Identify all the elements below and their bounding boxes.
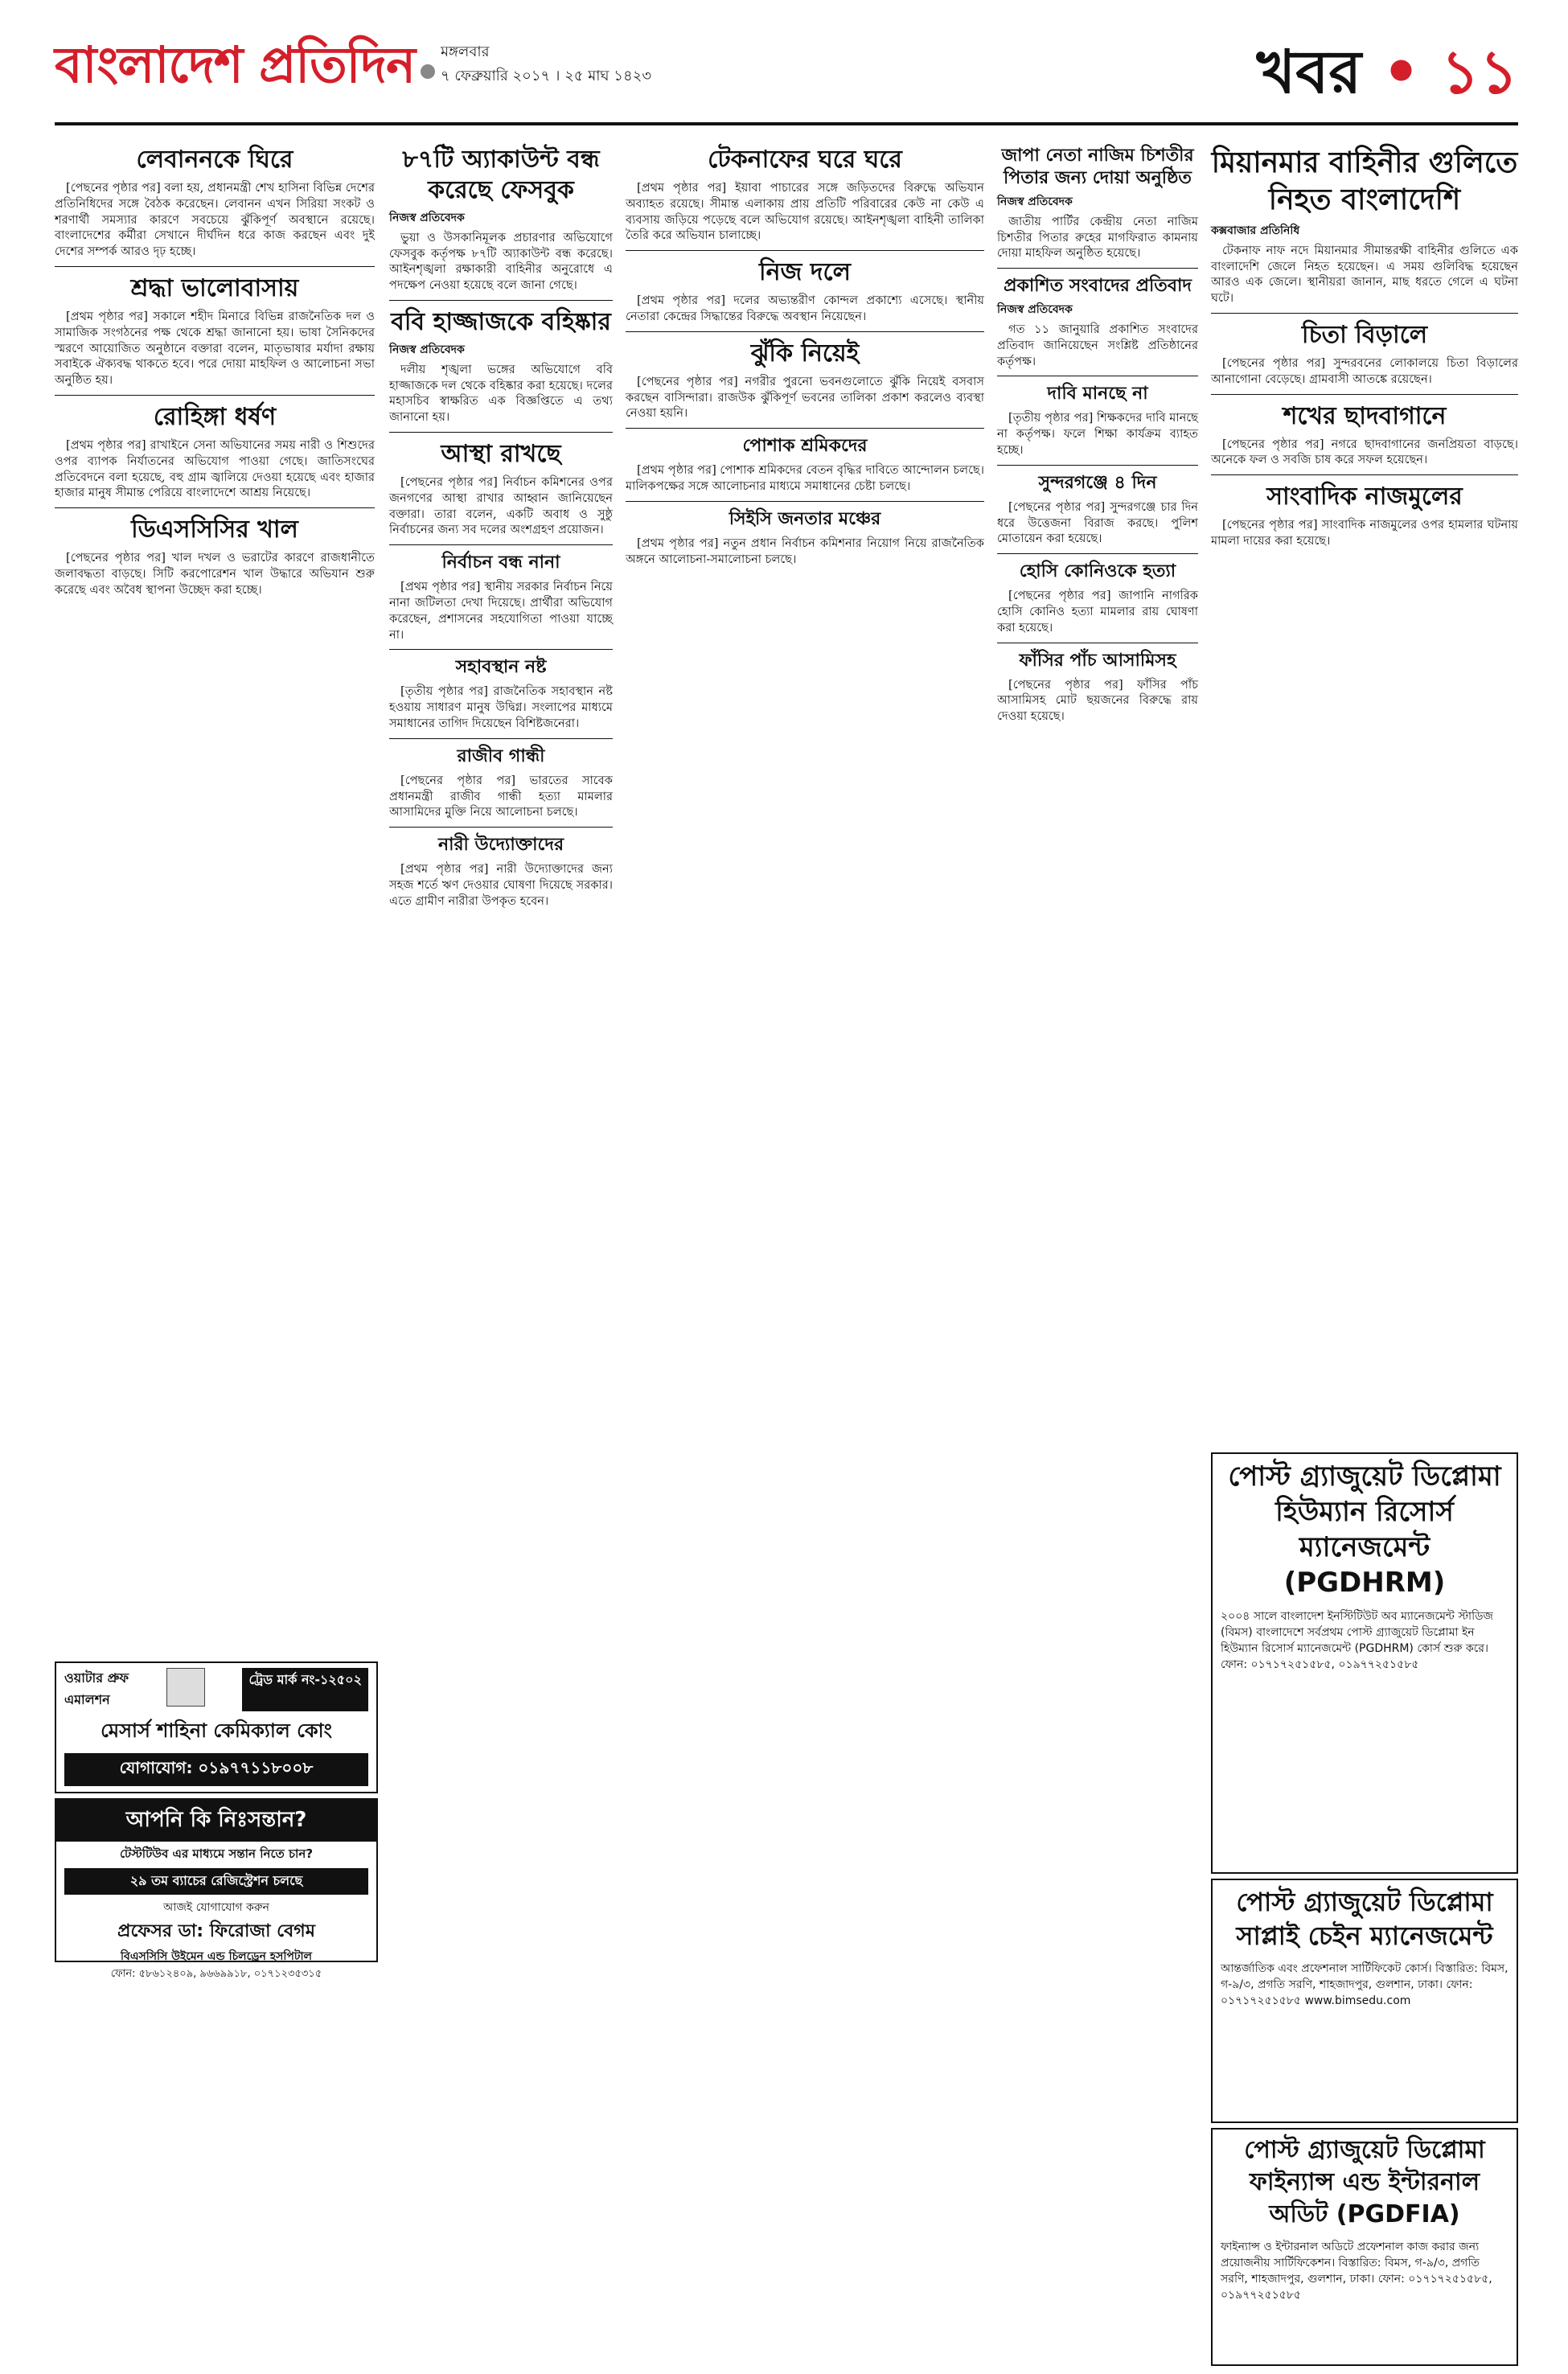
article-body: জাতীয় পার্টির কেন্দ্রীয় নেতা নাজিম চিশতীর পিতার রুহের মাগফিরাত কামনায় দোয়া মাহফিল অনুষ্ঠিত হয়েছে।	[997, 214, 1198, 261]
page-number: ১১	[1440, 38, 1518, 107]
article-body: [প্রথম পৃষ্ঠার পর] দলের অভ্যন্তরীণ কোন্দল প্রকাশ্যে এসেছে। স্থানীয় নেতারা কেন্দ্রের সিদ্ধান্তের বিরুদ্ধে অবস্থান নিয়েছেন।	[626, 294, 984, 323]
article-body: [প্রথম পৃষ্ঠার পর] স্থানীয় সরকার নির্বাচন নিয়ে নানা জটিলতা দেখা দিয়েছে। প্রার্থীরা অভিযোগ করেছেন, প্রশাসনের সহযোগিতা পাওয়া যাচ্ছে না।	[389, 580, 613, 642]
headline: জাপা নেতা নাজিম চিশতীর পিতার জন্য দোয়া অনুষ্ঠিত	[1001, 146, 1194, 188]
issue-date: ৭ ফেব্রুয়ারি ২০১৭ । ২৫ মাঘ ১৪২৩	[441, 68, 652, 84]
divider	[55, 266, 375, 267]
ad-body: ২০০৪ সালে বাংলাদেশ ইনস্টিটিউট অব ম্যানেজমেন্ট স্টাডিজ (বিমস) বাংলাদেশে সর্বপ্রথম পোস্ট গ্র্যাজুয়েট ডিপ্লোমা ইন হিউম্যান রিসোর্স ম্যানেজমেন্ট (PGDHRM) কোর্স শুরু করে। ফোন: ০১৭১৭২৫১৫৮৫, ০১৯৭৭২৫১৫৮৫	[1221, 1610, 1493, 1671]
divider	[997, 553, 1198, 554]
byline: কক্সবাজার প্রতিনিধি	[1211, 224, 1300, 237]
headline: নারী উদ্যোক্তাদের	[437, 835, 564, 856]
divider	[1211, 394, 1518, 395]
article-body: [পেছনের পৃষ্ঠার পর] ভারতের সাবেক প্রধানমন্ত্রী রাজীব গান্ধী হত্যা মামলার আসামিদের মুক্তি নিয়ে আলোচনা চলছে।	[389, 773, 613, 819]
divider	[626, 250, 984, 251]
article-body: দলীয় শৃঙ্খলা ভঙ্গের অভিযোগে ববি হাজ্জাজকে দল থেকে বহিষ্কার করা হয়েছে। দলের মহাসচিব স্বাক্ষরিত এক বিজ্ঞপ্তিতে এ তথ্য জানানো হয়।	[389, 362, 613, 425]
headline: নির্বাচন বন্ধ নানা	[441, 552, 560, 573]
ad-title: পোস্ট গ্র্যাজুয়েট ডিপ্লোমা ফাইন্যান্স এন্ড ইন্টারনাল অডিট (PGDFIA)	[1244, 2136, 1485, 2228]
divider	[55, 507, 375, 508]
ad-pgdfia	[1211, 2128, 1518, 2366]
headline: সহাবস্থান নষ্ট	[455, 657, 547, 678]
ad-banner: ২৯ তম ব্যাচের রেজিস্ট্রেশন চলছে	[64, 1868, 368, 1895]
divider	[626, 331, 984, 332]
article-body: ভুয়া ও উসকানিমূলক প্রচারণার অভিযোগে ফেসবুক কর্তৃপক্ষ ৮৭টি অ্যাকাউন্ট বন্ধ করেছে। আইনশৃঙ্খলা রক্ষাকারী বাহিনীর অনুরোধে এ পদক্ষেপ নেওয়া হয়েছে বলে জানা গেছে।	[389, 230, 613, 293]
headline: চিতা বিড়ালে	[1301, 320, 1428, 349]
article-body: [প্রথম পৃষ্ঠার পর] ইয়াবা পাচারের সঙ্গে জড়িতদের বিরুদ্ধে অভিযান অব্যাহত রয়েছে। সীমান্ত এলাকায় প্রায় প্রতিটি পরিবারের কেউ না কেউ এ ব্যবসায় জড়িয়ে পড়েছে বলে অভিযোগ রয়েছে। আইনশৃঙ্খলা বাহিনী তালিকা তৈরি করে অভিযান চালাচ্ছে।	[626, 181, 984, 243]
article-body: [প্রথম পৃষ্ঠার পর] সকালে শহীদ মিনারে বিভিন্ন রাজনৈতিক দল ও সামাজিক সংগঠনের পক্ষ থেকে শ্রদ্ধা জানানো হয়। ভাষা সৈনিকদের স্মরণে আয়োজিত অনুষ্ঠানে বক্তারা বলেন, মাতৃভাষার মর্যাদা রক্ষায় সবাইকে ঐক্যবদ্ধ থাকতে হবে। পরে দোয়া মাহফিল ও আলোচনা সভা অনুষ্ঠিত হয়।	[55, 309, 375, 388]
weekday: মঙ্গলবার	[441, 43, 490, 60]
divider	[55, 395, 375, 396]
masthead	[55, 23, 1518, 119]
divider	[997, 268, 1198, 269]
newspaper-logo: বাংলাদেশ প্রতিদিন	[55, 35, 415, 94]
byline: নিজস্ব প্রতিবেদক	[389, 343, 465, 356]
divider	[626, 428, 984, 429]
article-body: [প্রথম পৃষ্ঠার পর] নতুন প্রধান নির্বাচন কমিশনার নিয়োগ নিয়ে রাজনৈতিক অঙ্গনে আলোচনা-সমালোচনা চলছে।	[626, 536, 984, 566]
ad-contact: যোগাযোগ: ০১৯৭৭১১৮০০৮	[64, 1753, 368, 1786]
article-body: [প্রথম পৃষ্ঠার পর] নারী উদ্যোক্তাদের জন্য সহজ শর্তে ঋণ দেওয়ার ঘোষণা দিয়েছে সরকার। এতে গ্রামীণ নারীরা উপকৃত হবেন।	[389, 862, 613, 908]
article-body: [তৃতীয় পৃষ্ঠার পর] রাজনৈতিক সহাবস্থান নষ্ট হওয়ায় সাধারণ মানুষ উদ্বিগ্ন। সংলাপের মাধ্যমে সমাধানের তাগিদ দিয়েছেন বিশিষ্টজনেরা।	[389, 684, 613, 730]
ad-title: পোস্ট গ্র্যাজুয়েট ডিপ্লোমা সাপ্লাই চেইন ম্যানেজমেন্ট	[1236, 1887, 1493, 1951]
article-body: [প্রথম পৃষ্ঠার পর] পোশাক শ্রমিকদের বেতন বৃদ্ধির দাবিতে আন্দোলন চলছে। মালিকপক্ষের সঙ্গে আলোচনার মাধ্যমে সমাধানের চেষ্টা চলছে।	[626, 463, 984, 493]
divider	[1211, 474, 1518, 475]
issue-info	[441, 40, 651, 88]
ad-title: পোস্ট গ্র্যাজুয়েট ডিপ্লোমা হিউম্যান রিসোর্স ম্যানেজমেন্ট (PGDHRM)	[1228, 1460, 1501, 1599]
headline: প্রকাশিত সংবাদের প্রতিবাদ	[1004, 276, 1192, 297]
headline: রাজীব গান্ধী	[457, 745, 545, 766]
trademark-badge: ট্রেড মার্ক নং-১২৫০২	[242, 1668, 368, 1711]
headline: রোহিঙ্গা ধর্ষণ	[153, 402, 277, 431]
article-body: [পেছনের পৃষ্ঠার পর] ফাঁসির পাঁচ আসামিসহ মোট ছয়জনের বিরুদ্ধে রায় দেওয়া হয়েছে।	[997, 677, 1198, 724]
ad-subtitle: টেস্টটিউব এর মাধ্যমে সন্তান নিতে চান?	[119, 1846, 314, 1861]
column-3	[626, 138, 984, 2358]
section-title	[1257, 27, 1518, 126]
bullet-icon: •	[1381, 38, 1421, 107]
headline: টেকনাফের ঘরে ঘরে	[708, 146, 902, 174]
divider	[389, 300, 613, 301]
byline: নিজস্ব প্রতিবেদক	[389, 212, 465, 224]
article-body: [পেছনের পৃষ্ঠার পর] বলা হয়, প্রধানমন্ত্রী শেখ হাসিনা বিভিন্ন দেশের প্রতিনিধিদের সঙ্গে বৈঠক করেছেন। লেবানন এখন সিরিয়া সংকট ও শরণার্থী সমস্যার কারণে সবচেয়ে ঝুঁকিপূর্ণ অবস্থানে রয়েছে। বাংলাদেশের কর্মীরা সেখানে দীর্ঘদিন ধরে কাজ করছেন এবং দুই দেশের সম্পর্ক আরও দৃঢ় হচ্ছে।	[55, 181, 375, 259]
article-body: [প্রথম পৃষ্ঠার পর] রাখাইনে সেনা অভিযানের সময় নারী ও শিশুদের ওপর ব্যাপক নির্যাতনের অভিযোগ পাওয়া গেছে। জাতিসংঘের প্রতিবেদনে বলা হয়েছে, বহু গ্রাম জ্বালিয়ে দেওয়া হয়েছে এবং হাজার হাজার মানুষ সীমান্ত পেরিয়ে বাংলাদেশে আশ্রয় নিয়েছে।	[55, 437, 375, 500]
byline: নিজস্ব প্রতিবেদক	[997, 303, 1073, 317]
column-1	[55, 138, 375, 1650]
ad-company: মেসার্স শাহিনা কেমিক্যাল কোং	[101, 1719, 332, 1742]
article-body: [পেছনের পৃষ্ঠার পর] নগরীর পুরনো ভবনগুলোতে ঝুঁকি নিয়েই বসবাস করছেন বাসিন্দারা। রাজউক ঝুঁকিপূর্ণ ভবনের তালিকা প্রকাশ করলেও ব্যবস্থা নেওয়া হয়নি।	[626, 374, 984, 421]
ad-phone: ফোন: ৫৮৬১২৪০৯, ৯৬৬৯৯১৮, ০১৭১২৩৫৩১৫	[110, 1968, 322, 1980]
divider	[389, 544, 613, 545]
ad-body: আন্তর্জাতিক এবং প্রফেশনাল সার্টিফিকেট কোর্স। বিস্তারিত: বিমস, গ-৯/৩, প্রগতি সরণি, শাহজাদপুর, গুলশান, ঢাকা। ফোন: ০১৭১৭২৫১৫৮৫ www.bimsedu.com	[1221, 1962, 1508, 2007]
article-body: [পেছনের পৃষ্ঠার পর] সুন্দরগঞ্জে চার দিন ধরে উত্তেজনা বিরাজ করছে। পুলিশ মোতায়েন করা হয়েছে।	[997, 499, 1198, 546]
logo-icon	[166, 1668, 205, 1707]
headline: দাবি মানছে না	[1047, 384, 1148, 405]
article-body: [পেছনের পৃষ্ঠার পর] জাপানি নাগরিক হোসি কোনিও হত্যা মামলার রায় ঘোষণা করা হয়েছে।	[997, 589, 1198, 635]
headline: লেবাননকে ঘিরে	[136, 146, 293, 174]
section-name: খবর	[1256, 38, 1362, 107]
article-body: গত ১১ জানুয়ারি প্রকাশিত সংবাদের প্রতিবাদ জানিয়েছেন সংশ্লিষ্ট প্রতিষ্ঠানের কর্তৃপক্ষ।	[997, 322, 1198, 368]
byline: নিজস্ব প্রতিবেদক	[997, 195, 1073, 208]
divider	[389, 649, 613, 650]
headline: পোশাক শ্রমিকদের	[742, 436, 868, 457]
ad-pgdhrm	[1211, 1452, 1518, 1874]
column-2	[389, 138, 613, 2358]
headline: সিইসি জনতার মঞ্চের	[729, 508, 881, 529]
ad-doctor: প্রফেসর ডা: ফিরোজা বেগম	[117, 1921, 315, 1941]
ad-fertility	[55, 1798, 378, 1980]
article-body: [পেছনের পৃষ্ঠার পর] সুন্দরবনের লোকালয়ে চিতা বিড়ালের আনাগোনা বেড়েছে। গ্রামবাসী আতঙ্কে রয়েছেন।	[1211, 355, 1518, 386]
ad-line: ওয়াটার প্রুফ	[64, 1670, 129, 1686]
dot-icon	[421, 64, 435, 79]
headline: ৮৭টি অ্যাকাউন্ট বন্ধ করেছে ফেসবুক	[402, 146, 600, 204]
divider	[1211, 313, 1518, 314]
divider	[389, 738, 613, 739]
headline: সুন্দরগঞ্জে ৪ দিন	[1038, 472, 1157, 493]
divider	[389, 827, 613, 828]
headline: ববি হাজ্জাজকে বহিষ্কার	[391, 307, 611, 336]
headline: নিজ দলে	[759, 258, 851, 287]
column-5	[1211, 138, 1518, 1441]
headline: আস্থা রাখছে	[441, 439, 561, 468]
ad-hospital: বিএসসিসি উইমেন এন্ড চিলড্রেন হসপিটাল	[121, 1950, 312, 1963]
headline: ফাঁসির পাঁচ আসামিসহ	[1019, 650, 1176, 671]
ad-cta: আজই যোগাযোগ করুন	[163, 1901, 269, 1914]
headline: শ্রদ্ধা ভালোবাসায়	[130, 273, 299, 302]
column-4	[997, 138, 1198, 2358]
ad-body: ফাইন্যান্স ও ইন্টারনাল অডিটে প্রফেশনাল কাজ করার জন্য প্রয়োজনীয় সার্টিফিকেশন। বিস্তারিত: বিমস, গ-৯/৩, প্রগতি সরণি, শাহজাদপুর, গুলশান, ঢাকা। ফোন: ০১৭১৭২৫১৫৮৫, ০১৯৭৭২৫১৫৮৫	[1221, 2241, 1492, 2302]
divider	[389, 432, 613, 433]
article-body: [পেছনের পৃষ্ঠার পর] খাল দখল ও ভরাটের কারণে রাজধানীতে জলাবদ্ধতা বাড়ছে। সিটি করপোরেশন খাল উদ্ধারে অভিযান শুরু করেছে এবং অবৈধ স্থাপনা উচ্ছেদ করা হচ্ছে।	[55, 551, 375, 597]
ad-line: এমালশন	[64, 1692, 110, 1707]
divider	[626, 501, 984, 502]
ad-chemical	[55, 1661, 378, 1793]
divider	[997, 465, 1198, 466]
article-body: টেকনাফ নাফ নদে মিয়ানমার সীমান্তরক্ষী বাহিনীর গুলিতে এক বাংলাদেশি জেলে নিহত হয়েছেন। এ সময় গুলিবিদ্ধ হয়েছেন আরও এক জেলে। স্থানীয়রা জানান, মাছ ধরতে গেলে এ ঘটনা ঘটে।	[1211, 243, 1518, 306]
ad-title: আপনি কি নিঃসন্তান?	[56, 1800, 376, 1842]
ad-supply-chain	[1211, 1879, 1518, 2123]
article-body: [পেছনের পৃষ্ঠার পর] নির্বাচন কমিশনের ওপর জনগণের আস্থা রাখার আহ্বান জানিয়েছেন বক্তারা। তারা বলেন, একটি অবাধ ও সুষ্ঠু নির্বাচনের জন্য সব দলের অংশগ্রহণ প্রয়োজন।	[389, 474, 613, 537]
article-body: [পেছনের পৃষ্ঠার পর] নগরে ছাদবাগানের জনপ্রিয়তা বাড়ছে। অনেকে ফল ও সবজি চাষ করে সফল হয়েছেন।	[1211, 437, 1518, 467]
headline: শখের ছাদবাগানে	[1283, 401, 1447, 430]
headline: মিয়ানমার বাহিনীর গুলিতে নিহত বাংলাদেশি	[1211, 146, 1518, 216]
headline: ডিএসসিসির খাল	[131, 515, 298, 544]
headline: হোসি কোনিওকে হত্যা	[1019, 561, 1176, 582]
article-body: [তৃতীয় পৃষ্ঠার পর] শিক্ষকদের দাবি মানছে না কর্তৃপক্ষ। ফলে শিক্ষা কার্যক্রম ব্যাহত হচ্ছে।	[997, 411, 1198, 457]
article-body: [পেছনের পৃষ্ঠার পর] সাংবাদিক নাজমুলের ওপর হামলার ঘটনায় মামলা দায়ের করা হয়েছে।	[1211, 518, 1518, 548]
headline: সাংবাদিক নাজমুলের	[1266, 483, 1463, 511]
headline: ঝুঁকি নিয়েই	[750, 339, 860, 368]
masthead-rule	[55, 122, 1518, 125]
